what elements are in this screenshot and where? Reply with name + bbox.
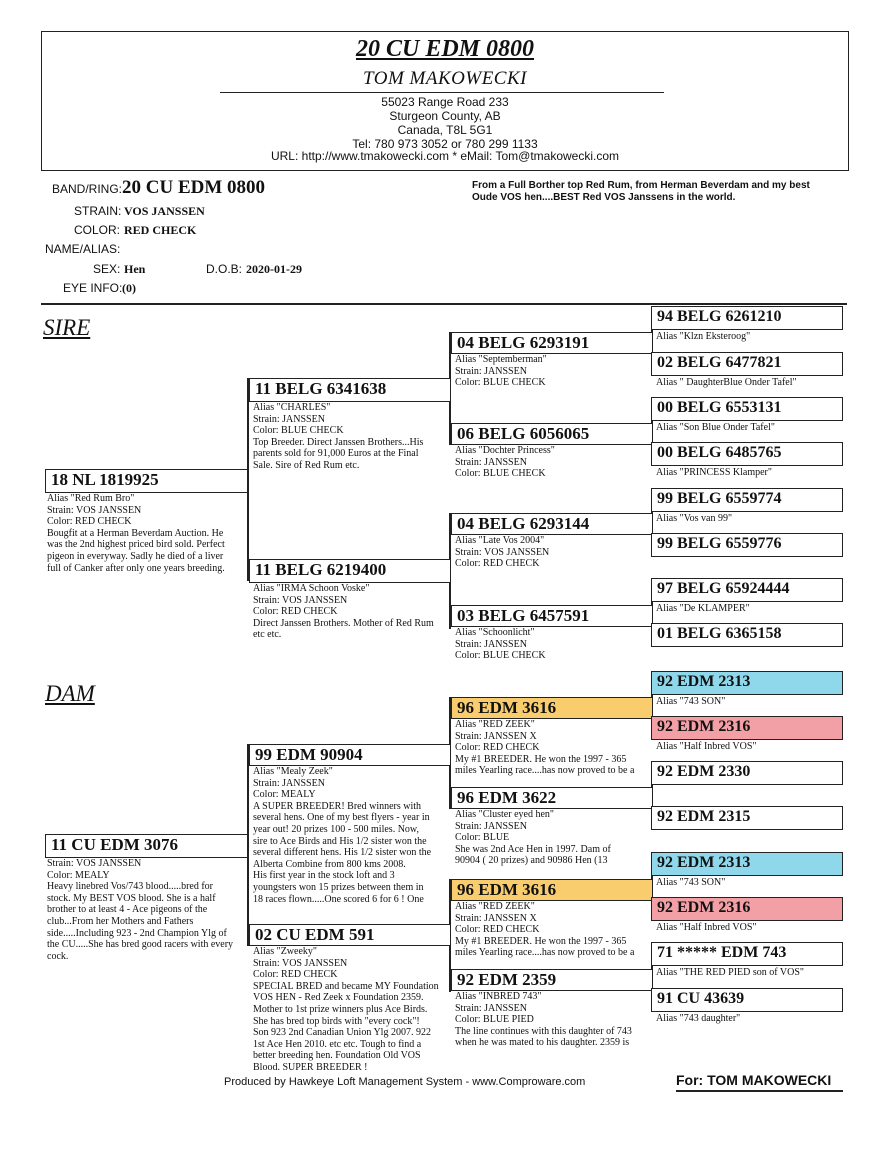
sire-g4-band: 94 BELG 6261210 <box>651 306 843 330</box>
band-label: BAND/RING: <box>52 182 123 196</box>
eye-info-value: (0) <box>122 281 136 295</box>
sire-band: 18 NL 1819925 <box>45 469 248 493</box>
address-line: Sturgeon County, AB <box>389 109 501 123</box>
dam-g4-alias: Alias "Half Inbred VOS" <box>656 922 757 933</box>
sire-fm-info: Alias "Dochter Princess" Strain: JANSSEN Color: BLUE CHECK <box>455 445 555 480</box>
dam-g4-alias: Alias "Half Inbred VOS" <box>656 741 757 752</box>
owner-name: TOM MAKOWECKI <box>363 68 527 89</box>
sire-g4-band: 99 BELG 6559774 <box>651 488 843 512</box>
sire-g4-alias: Alias " DaughterBlue Onder Tafel" <box>656 377 797 388</box>
sire-mm-band: 03 BELG 6457591 <box>451 605 653 627</box>
dam-g4-band: 92 EDM 2316 <box>651 897 843 921</box>
dam-g4-alias: Alias "743 daughter" <box>656 1013 741 1024</box>
dam-g4-alias: Alias "743 SON" <box>656 877 726 888</box>
sire-fm-band: 06 BELG 6056065 <box>451 423 653 445</box>
sire-father-info: Alias "CHARLES" Strain: JANSSEN Color: BLUE CHECK Top Breeder. Direct Janssen Brothers...His parents sold for 91,000 Euros at the Final Sale. Sire of Red Rum etc. <box>253 402 424 471</box>
name-alias-label: NAME/ALIAS: <box>45 242 121 256</box>
dam-g4-alias: Alias "THE RED PIED son of VOS" <box>656 967 804 978</box>
header-divider <box>220 92 664 93</box>
sire-g4-alias: Alias "PRINCESS Klamper" <box>656 467 772 478</box>
sire-g4-band: 99 BELG 6559776 <box>651 533 843 557</box>
eye-info-label: EYE INFO: <box>63 281 123 295</box>
dam-father-info: Alias "Mealy Zeek" Strain: JANSSEN Color: MEALY A SUPER BREEDER! Bred winners with several hens. One of my best flyers - year in year out! 20 prizes 100 - 500 miles. Now, sire to Ace Birds and His 1/2 sister won the several different hens. His 1/2 sister won the Alberta Combine from 800 kms 2008. His first year in the stock loft and 3 youngsters won 15 prizes between them in 18 races flown.....One scored 6 for 6 ! One <box>253 766 432 905</box>
sire-mf-info: Alias "Late Vos 2004" Strain: VOS JANSSEN Color: RED CHECK <box>455 535 550 570</box>
dam-g4-band: 92 EDM 2316 <box>651 716 843 740</box>
dam-info: Strain: VOS JANSSEN Color: MEALY Heavy linebred Vos/743 blood.....bred for stock. My BEST VOS blood. She is a half brother to at least 4 - Ace pigeons of the club...From her Mothers and Fathers side.....Including 923 - 2nd Champion Ylg of the CU.....She has bred good racers with every cock. <box>47 858 234 962</box>
address-line: Canada, T8L 5G1 <box>397 123 493 137</box>
sire-g4-alias: Alias "Son Blue Onder Tafel" <box>656 422 775 433</box>
sire-mother-info: Alias "IRMA Schoon Voske" Strain: VOS JANSSEN Color: RED CHECK Direct Janssen Brothers. Mother of Red Rum etc etc. <box>253 583 434 641</box>
dob-value: 2020-01-29 <box>246 262 302 276</box>
dam-mother-band: 02 CU EDM 591 <box>249 924 451 946</box>
dam-band: 11 CU EDM 3076 <box>45 834 248 858</box>
sex-value: Hen <box>124 262 146 276</box>
sex-label: SEX: <box>93 262 121 276</box>
sire-g4-alias: Alias "De KLAMPER" <box>656 603 750 614</box>
divider <box>41 303 847 305</box>
dam-g4-band: 92 EDM 2315 <box>651 806 843 830</box>
dam-mm-info: Alias "INBRED 743" Strain: JANSSEN Color: BLUE PIED The line continues with this daughter of 743 when he was mated to his daughter. 2359 is <box>455 991 632 1049</box>
sire-ff-band: 04 BELG 6293191 <box>451 332 653 354</box>
dam-g4-band: 92 EDM 2313 <box>651 671 843 695</box>
sire-mother-band: 11 BELG 6219400 <box>249 559 451 583</box>
sire-mm-info: Alias "Schoonlicht" Strain: JANSSEN Color: BLUE CHECK <box>455 627 546 662</box>
sire-ff-info: Alias "Septemberman" Strain: JANSSEN Color: BLUE CHECK <box>455 354 547 389</box>
strain-value: VOS JANSSEN <box>124 204 205 218</box>
color-value: RED CHECK <box>124 223 197 237</box>
bird-note: From a Full Borther top Red Rum, from Herman Beverdam and my best Oude VOS hen....BEST Red VOS Janssens in the world. <box>472 180 810 203</box>
url-email-line: URL: http://www.tmakowecki.com * eMail: Tom@tmakowecki.com <box>270 149 620 163</box>
dam-g4-band: 71 ***** EDM 743 <box>651 942 843 966</box>
dam-g4-alias: Alias "743 SON" <box>656 696 726 707</box>
sire-mf-band: 04 BELG 6293144 <box>451 513 653 535</box>
dam-g4-band: 91 CU 43639 <box>651 988 843 1012</box>
sire-section-title: SIRE <box>43 315 91 340</box>
dam-ff-band: 96 EDM 3616 <box>451 697 653 719</box>
dam-mother-info: Alias "Zweeky" Strain: VOS JANSSEN Color: RED CHECK SPECIAL BRED and became MY Foundation VOS HEN - Red Zeek x Foundation 2359. Mother to 1st prize winners plus Ace Birds. She has bred top birds with "every cock"! Son 923 2nd Canadian Union Ylg 2007. 922 1st Ace Hen 2010. etc etc. Tough to find a better breeding hen. Foundation Old VOS Blood. SUPER BREEDER ! <box>253 946 439 1073</box>
dam-mm-band: 92 EDM 2359 <box>451 969 653 991</box>
band-value: 20 CU EDM 0800 <box>122 177 266 198</box>
strain-label: STRAIN: <box>74 204 122 218</box>
dam-g4-band: 92 EDM 2330 <box>651 761 843 785</box>
sire-g4-band: 00 BELG 6553131 <box>651 397 843 421</box>
dam-section-title: DAM <box>45 681 95 706</box>
sire-g4-alias: Alias "Vos van 99" <box>656 513 733 524</box>
dam-mf-band: 96 EDM 3616 <box>451 879 653 901</box>
dam-ff-info: Alias "RED ZEEK" Strain: JANSSEN X Color: RED CHECK My #1 BREEDER. He won the 1997 - 365 miles Yearling race....has now proved to be a <box>455 719 635 777</box>
sire-g4-band: 02 BELG 6477821 <box>651 352 843 376</box>
header-box <box>41 31 849 171</box>
produced-by: Produced by Hawkeye Loft Management System - www.Comproware.com <box>224 1076 586 1088</box>
dam-fm-band: 96 EDM 3622 <box>451 787 653 809</box>
dam-g4-band: 92 EDM 2313 <box>651 852 843 876</box>
phone-line: Tel: 780 973 3052 or 780 299 1133 <box>352 137 538 151</box>
for-owner: For: TOM MAKOWECKI <box>676 1072 832 1088</box>
dam-fm-info: Alias "Cluster eyed hen" Strain: JANSSEN Color: BLUE She was 2nd Ace Hen in 1997. Dam of 90904 ( 20 prizes) and 90986 Hen (13 <box>455 809 611 867</box>
dam-mf-info: Alias "RED ZEEK" Strain: JANSSEN X Color: RED CHECK My #1 BREEDER. He won the 1997 - 365 miles Yearling race....has now proved to be a <box>455 901 635 959</box>
footer-underline <box>676 1090 843 1092</box>
sire-g4-band: 97 BELG 65924444 <box>651 578 843 602</box>
sire-g4-alias: Alias "Klzn Eksteroog" <box>656 331 751 342</box>
dob-label: D.O.B: <box>206 262 243 276</box>
address-line: 55023 Range Road 233 <box>381 95 509 109</box>
pedigree-title: 20 CU EDM 0800 <box>355 36 535 62</box>
sire-g4-band: 00 BELG 6485765 <box>651 442 843 466</box>
sire-g4-band: 01 BELG 6365158 <box>651 623 843 647</box>
sire-father-band: 11 BELG 6341638 <box>249 378 451 402</box>
dam-father-band: 99 EDM 90904 <box>249 744 451 766</box>
sire-info: Alias "Red Rum Bro" Strain: VOS JANSSEN Color: RED CHECK Bougfit at a Herman Beverdam Auction. He was the 2nd highest priced bird sold. Perfect pigeon in everyway. Sadly he died of a liver full of Canker after only one years breeding. <box>47 493 225 574</box>
color-label: COLOR: <box>74 223 121 237</box>
